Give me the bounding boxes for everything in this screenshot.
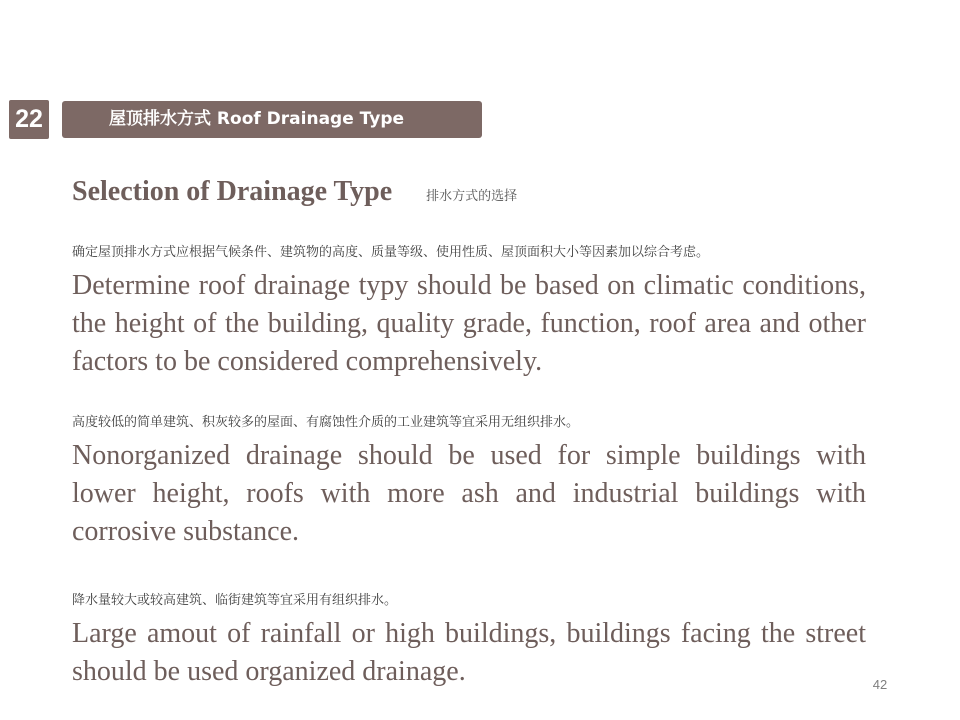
- slide-number-badge: 22: [9, 100, 49, 139]
- paragraph-chinese: 降水量较大或较高建筑、临街建筑等宜采用有组织排水。: [72, 593, 398, 608]
- section-heading: [72, 176, 517, 208]
- paragraph-block-1: [72, 244, 866, 381]
- paragraph-block-3: [72, 592, 866, 691]
- paragraph-english: Nonorganized drainage should be used for simple buildings with lower height, roofs with more ash and industrial buildings with corrosive substance.: [72, 440, 866, 547]
- section-title-bar: 屋顶排水方式 Roof Drainage Type: [62, 101, 482, 138]
- paragraph-block-2: [72, 414, 866, 551]
- paragraph-english: Large amout of rainfall or high buildings, buildings facing the street should be used organized drainage.: [72, 618, 866, 687]
- heading-chinese: 排水方式的选择: [426, 189, 518, 204]
- paragraph-chinese: 高度较低的简单建筑、积灰较多的屋面、有腐蚀性介质的工业建筑等宜采用无组织排水。: [72, 415, 580, 430]
- paragraph-chinese: 确定屋顶排水方式应根据气候条件、建筑物的高度、质量等级、使用性质、屋顶面积大小等因素加以综合考虑。: [72, 245, 710, 260]
- page-number: 42: [872, 677, 888, 692]
- heading-english: Selection of Drainage Type: [72, 176, 393, 207]
- paragraph-english: Determine roof drainage typy should be based on climatic conditions, the height of the building, quality grade, function, roof area and other factors to be considered comprehensively.: [72, 270, 866, 377]
